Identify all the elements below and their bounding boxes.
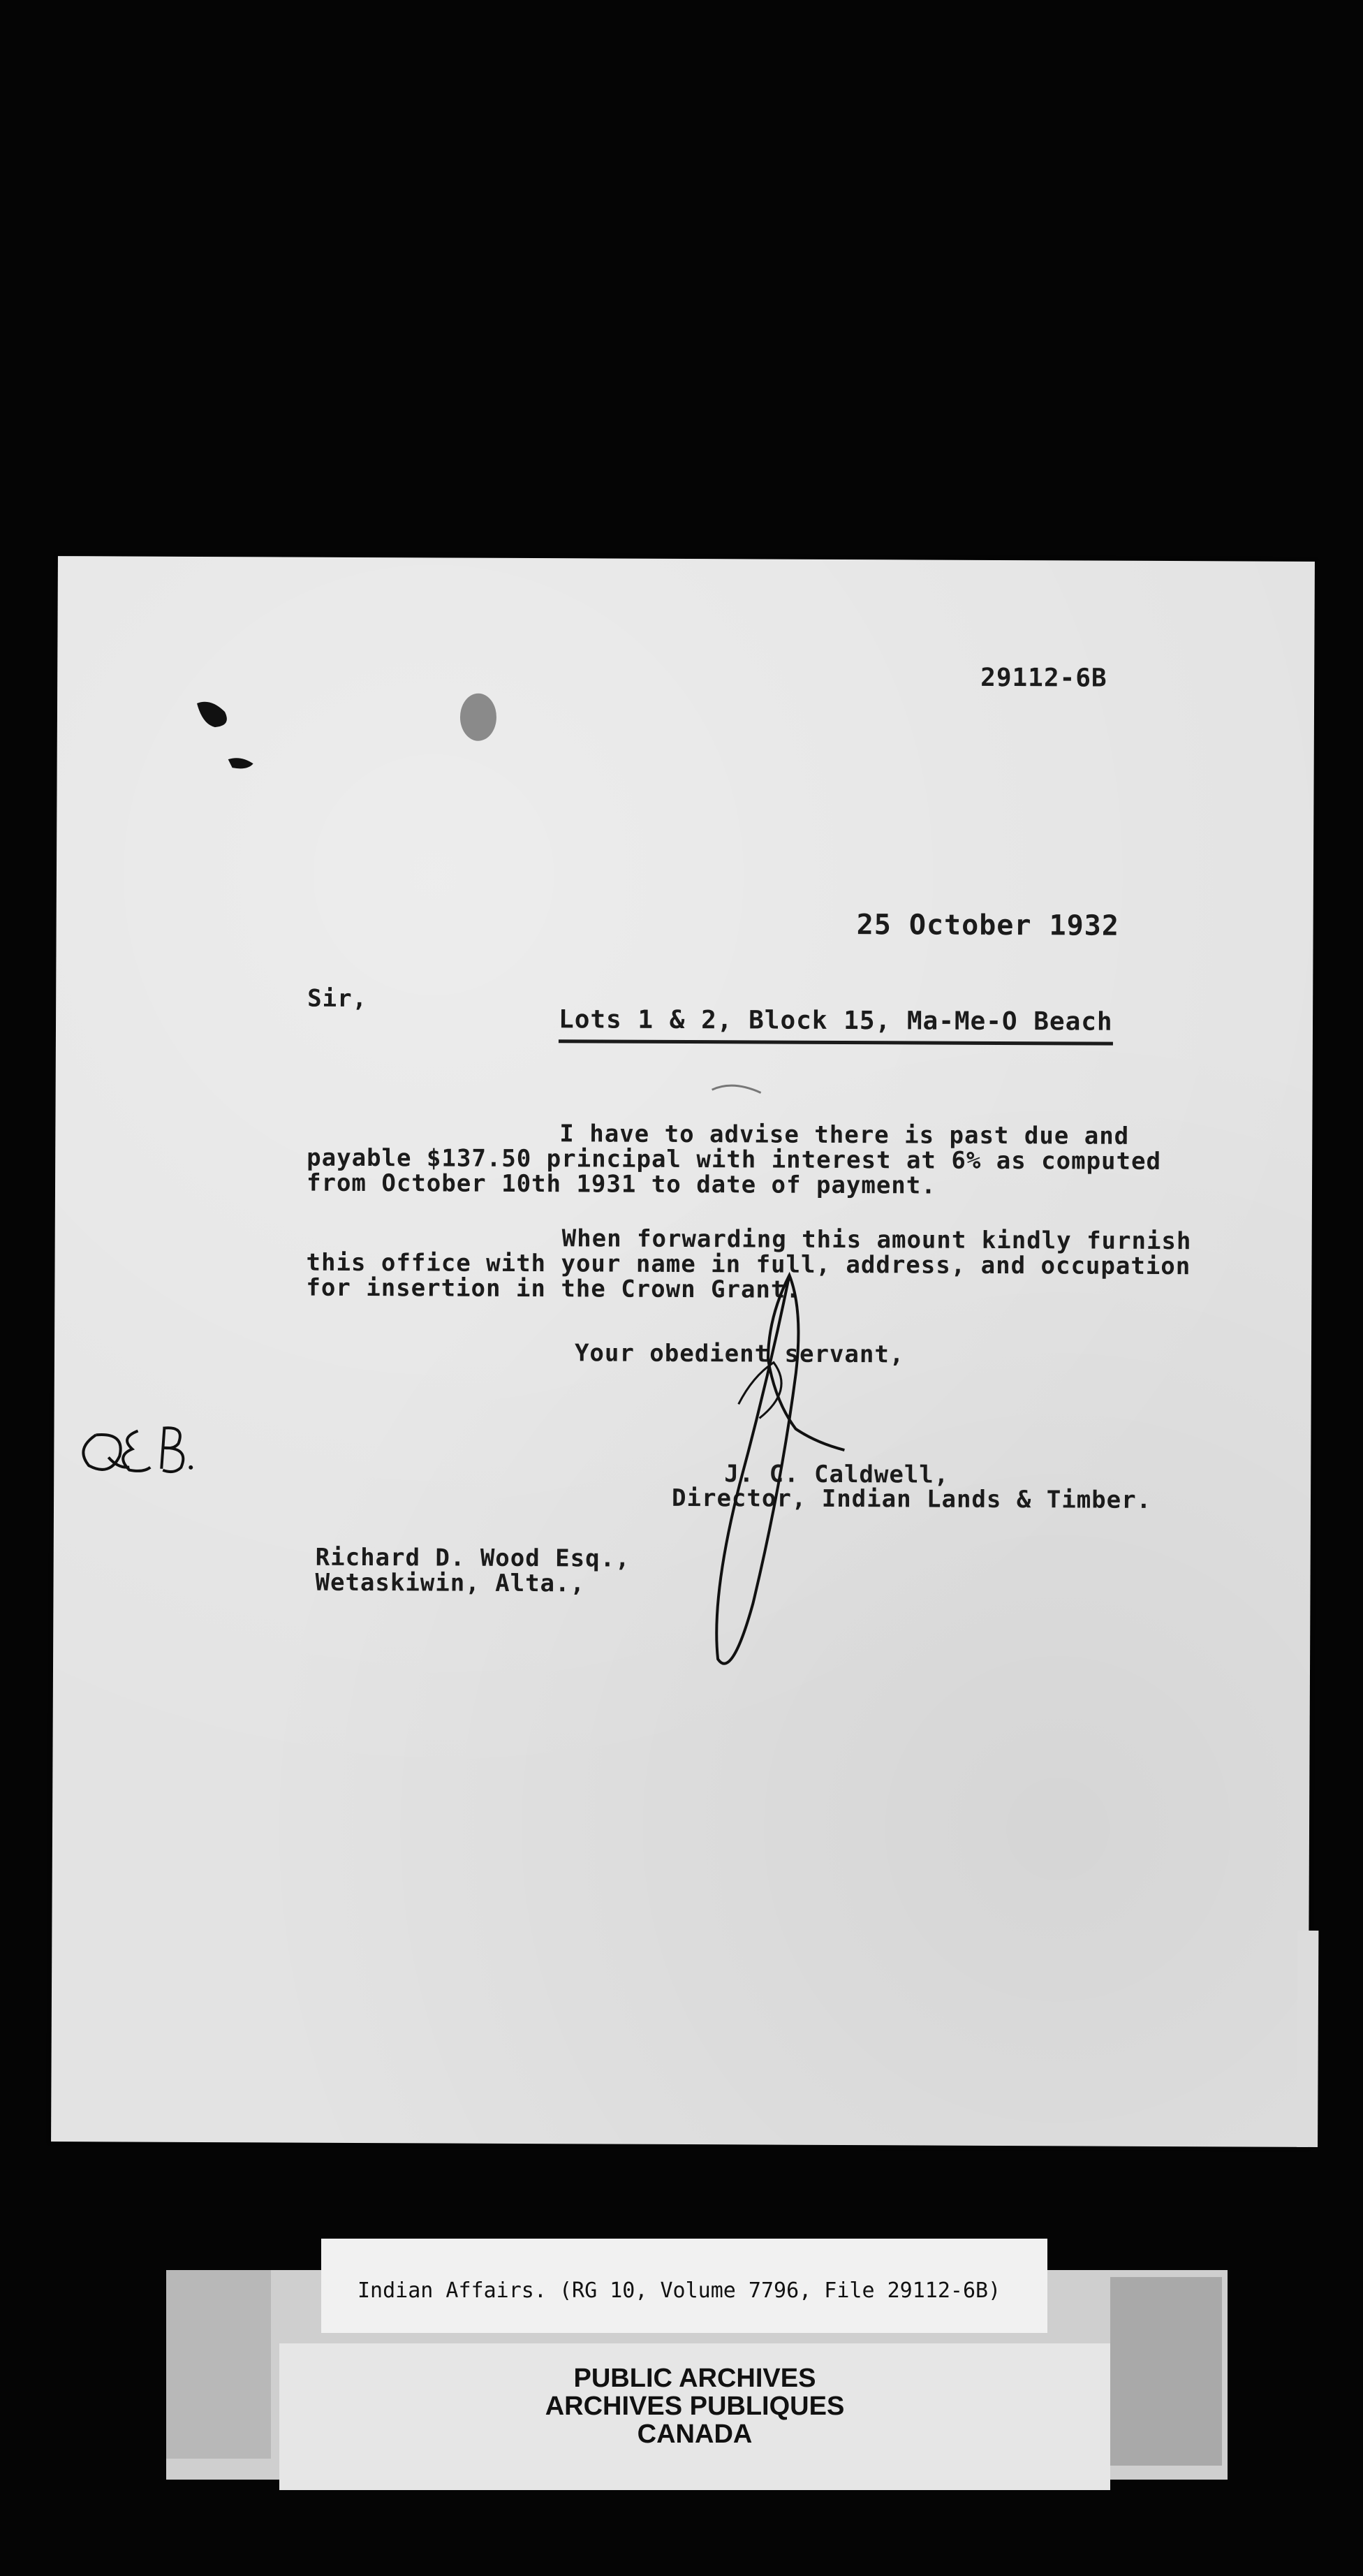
stamp-line: ARCHIVES PUBLIQUES (545, 2392, 845, 2421)
initials-handwritten (83, 1426, 193, 1472)
letter-sheet (51, 556, 1315, 2147)
pencil-mark (712, 1085, 761, 1092)
paragraph-1-line: payable $137.50 principal with interest at 6% as computed (307, 1143, 1162, 1176)
archive-label-tab (166, 2270, 271, 2459)
salutation: Sir, (307, 984, 368, 1013)
paragraph-2-line: this office with your name in full, address, and occupation (306, 1248, 1191, 1281)
addressee-line: Richard D. Wood Esq., (315, 1543, 631, 1573)
hole-mark (197, 702, 227, 727)
handwriting-layer (51, 556, 1315, 2147)
archive-reference: Indian Affairs. (RG 10, Volume 7796, File 29112-6B) (358, 2278, 1001, 2303)
signatory-name: J. C. Caldwell, (724, 1460, 950, 1489)
signature-scribble (716, 1275, 845, 1664)
addressee-line: Wetaskiwin, Alta., (315, 1568, 586, 1598)
stamp-line: PUBLIC ARCHIVES (573, 2364, 816, 2393)
closing: Your obedient servant, (574, 1339, 905, 1369)
letter-date: 25 October 1932 (856, 909, 1119, 942)
archive-label-tab (1110, 2277, 1222, 2466)
hole-mark (228, 758, 253, 768)
paragraph-2-line: When forwarding this amount kindly furnish (561, 1224, 1192, 1256)
file-reference: 29112-6B (980, 663, 1107, 693)
paragraph-1-line: from October 10th 1931 to date of payment. (306, 1169, 936, 1200)
subject-line: Lots 1 & 2, Block 15, Ma-Me-O Beach (559, 1005, 1113, 1045)
paragraph-2-line: for insertion in the Crown Grant. (306, 1273, 801, 1304)
paragraph-1-line: I have to advise there is past due and (559, 1120, 1130, 1150)
stain-mark (460, 694, 496, 741)
archive-stamp (279, 2343, 1110, 2490)
signatory-title: Director, Indian Lands & Timber. (671, 1484, 1152, 1514)
stamp-line: CANADA (637, 2420, 753, 2449)
